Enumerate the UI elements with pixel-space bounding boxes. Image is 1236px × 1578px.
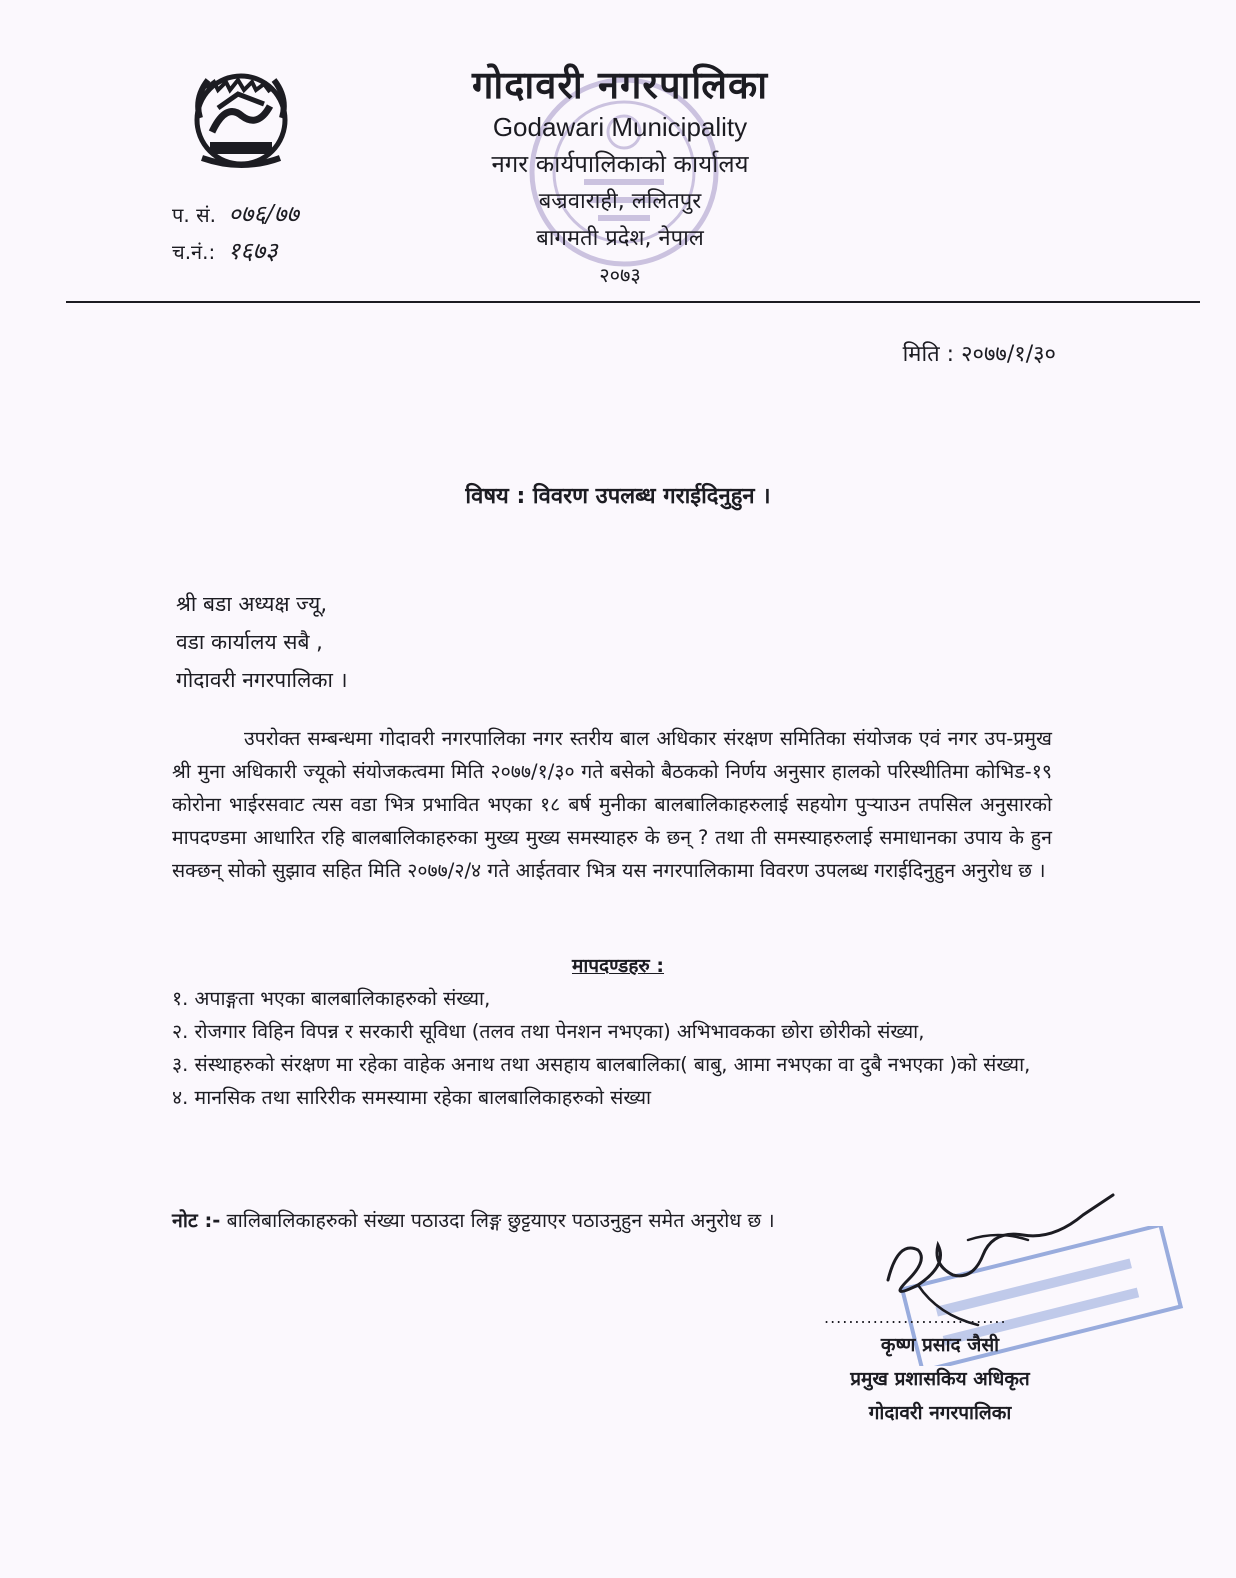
criteria-list [172,982,1052,1114]
criteria-item: १. अपाङ्गता भएका बालबालिकाहरुको संख्या, [172,987,491,1010]
recipient-address [176,585,348,699]
signatory-block [800,1328,1080,1430]
header-divider [66,301,1200,303]
dispatch-number-row [172,233,299,270]
criteria-item: २. रोजगार विहिन विपन्न र सरकारी सूविधा (तलव तथा पेनशन नभएका) अभिभावकका छोरा छोरीको संख्या, [172,1020,925,1043]
office-location: बज्रवाराही, ललितपुर [538,189,702,214]
letter-number: ०७६/७७ [228,200,299,228]
established-year: २०७३ [599,263,641,287]
province-country: बागमती प्रदेश, नेपाल [536,226,704,251]
letter-date: मिति : २०७७/१/३० [902,342,1056,367]
signatory-designation: प्रमुख प्रशासकिय अधिकृत [850,1368,1030,1390]
office-name: नगर कार्यपालिकाको कार्यालय [491,150,749,178]
dispatch-number: १६७३ [227,237,278,265]
criteria-heading: मापदण्डहरु : [571,955,665,977]
note-text: बालिबालिकाहरुको संख्या पठाउदा लिङ्ग छुट्टयाएर पठाउनुहुन समेत अनुरोध छ । [226,1209,775,1232]
address-line: गोदावरी नगरपालिका । [176,668,348,692]
letter-number-row [172,196,299,233]
note-label: नोट :- [172,1209,221,1232]
reference-numbers [172,196,299,270]
municipality-name-en: Godawari Municipality [492,112,748,142]
criteria-item: ४. मानसिक तथा सारिरीक समस्यामा रहेका बालबालिकाहरुको संख्या [172,1086,652,1109]
letter-subject: विषय : विवरण उपलब्ध गराईदिनुहुन । [465,484,771,509]
address-line: वडा कार्यालय सबै , [176,630,323,654]
signatory-name: कृष्ण प्रसाद जैसी [880,1334,1000,1356]
criteria-item: ३. संस्थाहरुको संरक्षण मा रहेका वाहेक अनाथ तथा असहाय बालबालिका( बाबु, आमा नभएका वा दुबै नभएका )को संख्या, [172,1053,1031,1076]
signatory-organization: गोदावरी नगरपालिका [868,1402,1012,1424]
letterhead [400,60,840,292]
nepal-emblem-icon [182,58,300,176]
dispatch-number-label: च.नं.: [172,240,216,264]
letter-body: उपरोक्त सम्बन्धमा गोदावरी नगरपालिका नगर स्तरीय बाल अधिकार संरक्षण समितिका संयोजक एवं नगर उप-प्रमुख श्री मुना अधिकारी ज्यूको संयोजकत्वमा मिति २०७७/१/३० गते बसेको बैठकको निर्णय अनुसार हालको परिस्थीतिमा कोभिड-१९ कोरोना भाईरसवाट त्यस वडा भित्र प्रभावित भएका १८ बर्ष मुनीका बालबालिकाहरुलाई सहयोग पुर्‍याउन तपसिल अनुसारको मापदण्डमा आधारित रहि बालबालिकाहरुका मुख्य मुख्य समस्याहरु के छन् ? तथा ती समस्याहरुलाई समाधानका उपाय के हुन सक्छन् सोको सुझाव सहित मिति २०७७/२/४ गते आईतवार भित्र यस नगरपालिकामा विवरण उपलब्ध गराईदिनुहुन अनुरोध छ । [172,727,1052,882]
address-line: श्री बडा अध्यक्ष ज्यू, [176,592,328,616]
municipality-name-np: गोदावरी नगरपालिका [471,63,769,107]
letter-number-label: प. सं. [172,203,216,227]
signature-line: .............................. [824,1308,1007,1327]
